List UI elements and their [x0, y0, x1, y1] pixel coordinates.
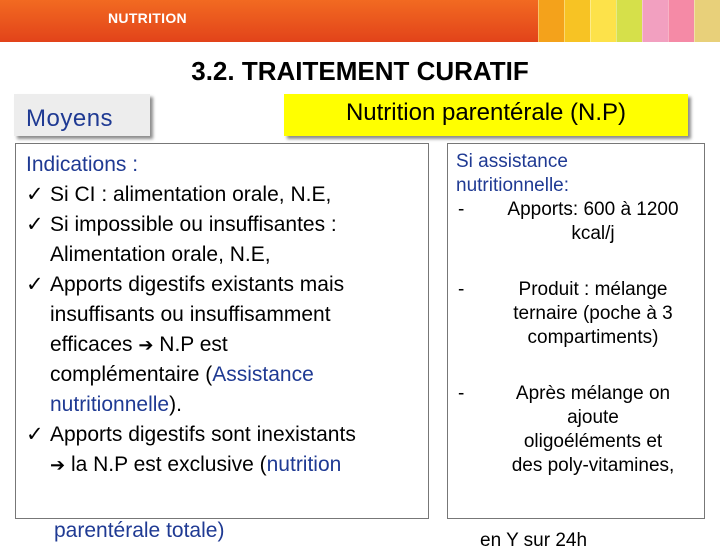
item-line: Après mélange on — [515, 383, 671, 404]
assistance-heading-line: Si assistance — [456, 151, 568, 172]
moyens-label: Moyens — [14, 94, 150, 136]
item-line: ajoute — [567, 407, 619, 428]
item-text: complémentaire ( — [50, 363, 213, 386]
item-text: la N.P est exclusive ( — [70, 453, 267, 476]
item-line: insuffisants ou insuffisamment — [50, 303, 331, 326]
item-text: efficaces — [50, 333, 133, 356]
item-line — [50, 450, 426, 480]
item-line: oligoéléments et — [523, 431, 663, 452]
item-line: Apports digestifs existants mais — [50, 273, 345, 296]
indications-heading: Indications : — [26, 153, 139, 176]
brand-label: NUTRITION — [108, 10, 187, 26]
item-line: Apports: 600 à 1200 — [507, 199, 679, 220]
list-item — [26, 180, 426, 210]
list-item — [456, 382, 702, 478]
check-icon: ✓ — [26, 423, 44, 446]
list-item — [26, 420, 426, 480]
item-line: compartiments) — [527, 327, 659, 348]
dash-bullet: - — [458, 383, 465, 404]
check-icon: ✓ — [26, 273, 44, 296]
assistance-heading-line: nutritionnelle: — [456, 175, 570, 196]
slide-title: 3.2. TRAITEMENT CURATIF — [191, 56, 529, 86]
item-line: Si CI : alimentation orale, N.E, — [50, 183, 332, 206]
color-squares — [538, 0, 720, 42]
item-line: Si impossible ou insuffisantes : — [50, 213, 337, 236]
item-line: ternaire (poche à 3 — [513, 303, 673, 324]
item-text: ). — [169, 393, 182, 416]
color-square — [642, 0, 668, 42]
overflow-text: en Y sur 24h — [480, 530, 588, 551]
list-item — [26, 270, 426, 420]
arrow-right-icon: ➔ — [138, 335, 154, 355]
color-square — [590, 0, 616, 42]
color-square — [694, 0, 720, 42]
color-square — [538, 0, 564, 42]
check-icon: ✓ — [26, 183, 44, 206]
color-square — [564, 0, 590, 42]
item-line — [50, 330, 426, 360]
item-text-highlight: Assistance — [212, 363, 314, 386]
list-item — [26, 210, 426, 270]
item-line: des poly-vitamines, — [511, 455, 675, 476]
item-line — [50, 360, 426, 390]
item-line — [50, 390, 426, 420]
item-line: kcal/j — [571, 223, 615, 244]
color-square — [668, 0, 694, 42]
assistance-text — [456, 150, 702, 478]
item-line: Alimentation orale, N.E, — [50, 243, 271, 266]
np-label: Nutrition parentérale (N.P) — [284, 94, 688, 136]
overflow-text: parentérale totale) — [54, 519, 225, 542]
dash-bullet: - — [458, 279, 465, 300]
item-line: Apports digestifs sont inexistants — [50, 423, 356, 446]
header-bar — [0, 0, 720, 42]
indications-text — [26, 150, 426, 480]
item-text-highlight: nutritionnelle — [50, 393, 170, 416]
item-text: N.P est — [159, 333, 228, 356]
dash-bullet: - — [458, 199, 465, 220]
item-text-highlight: nutrition — [266, 453, 342, 476]
color-square — [616, 0, 642, 42]
item-line: Produit : mélange — [518, 279, 668, 300]
list-item — [456, 278, 702, 350]
arrow-right-icon: ➔ — [50, 455, 66, 475]
check-icon: ✓ — [26, 213, 44, 236]
list-item — [456, 198, 702, 246]
